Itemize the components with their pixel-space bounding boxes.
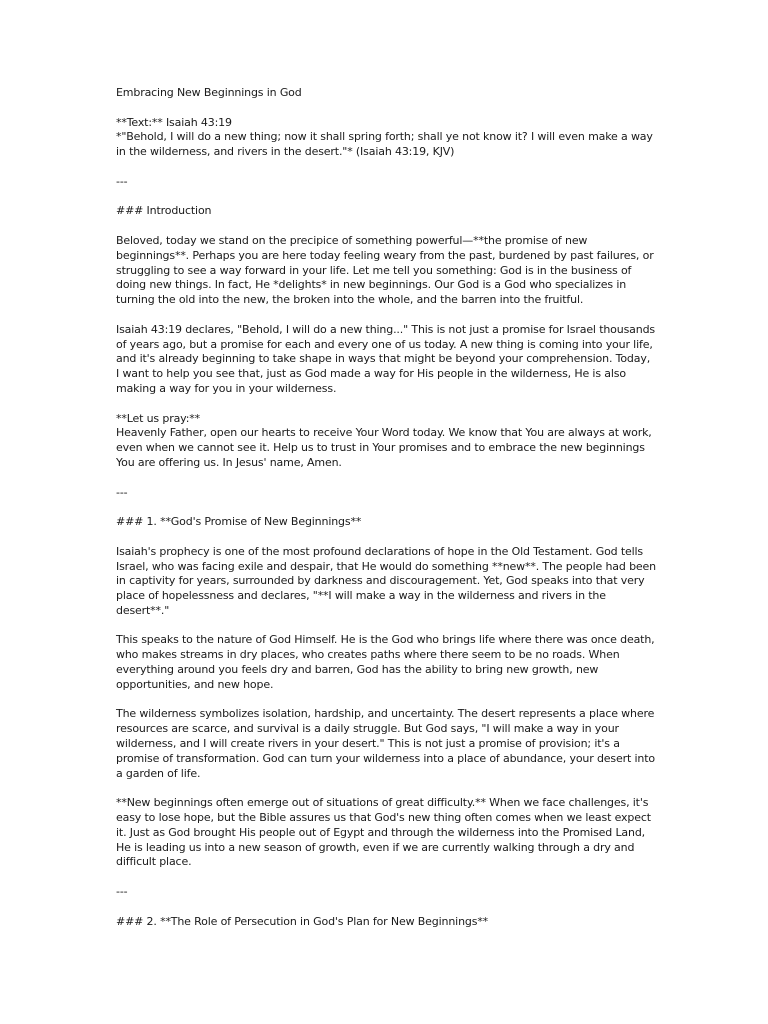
document-title: Embracing New Beginnings in God: [116, 86, 302, 99]
section-heading-1: ### 1. **God's Promise of New Beginnings**: [116, 515, 362, 529]
document-body: [116, 86, 656, 944]
text-reference: **Text:** Isaiah 43:19: [116, 115, 232, 129]
section-heading-introduction: ### Introduction: [116, 204, 212, 218]
section-heading-2: ### 2. **The Role of Persecution in God's Plan for New Beginnings**: [116, 914, 489, 928]
prayer-text: Heavenly Father, open our hearts to receive Your Word today. We know that You are always at work, even when we cannot see it. Help us to trust in Your promises and to embrace the new beginnings You are offering us. In Jesus' name, Amen.: [116, 426, 652, 469]
scripture-verse: *"Behold, I will do a new thing; now it shall spring forth; shall ye not know it? I will even make a way in the wilderness, and rivers in the desert."* (Isaiah 43:19, KJV): [116, 130, 653, 159]
intro-paragraph-1: Beloved, today we stand on the precipice of something powerful—**the promise of new beginnings**. Perhaps you are here today feeling weary from the past, burdened by past failures, or struggling to see a way forward in your life. Let me tell you something: God is in the business of doing new things. In fact, He *delights* in new beginnings. Our God is a God who specializes in turning the old into the new, the broken into the whole, and the barren into the fruitful.: [116, 233, 654, 307]
section1-paragraph-1: Isaiah's prophecy is one of the most profound declarations of hope in the Old Testament. God tells Israel, who was facing exile and despair, that He would do something **new**. The people had been in captivity for years, surrounded by darkness and discouragement. Yet, God speaks into that very place of hopelessness and declares, "**I will make a way in the wilderness and rivers in the desert**.": [116, 544, 656, 617]
divider: ---: [116, 885, 128, 899]
section1-paragraph-4: **New beginnings often emerge out of situations of great difficulty.** When we face challenges, it's easy to lose hope, but the Bible assures us that God's new thing often comes when we least expect it. Just as God brought His people out of Egypt and through the wilderness into the Promised Land, He is leading us into a new season of growth, even if we are currently walking through a dry and difficult place.: [116, 796, 651, 869]
section1-paragraph-3: The wilderness symbolizes isolation, hardship, and uncertainty. The desert represents a place where resources are scarce, and survival is a daily struggle. But God says, "I will make a way in your wilderness, and I will create rivers in your desert." This is not just a promise of provision; it's a promise of transformation. God can turn your wilderness into a place of abundance, your desert into a garden of life.: [116, 707, 655, 780]
prayer-label: **Let us pray:**: [116, 411, 200, 425]
divider: ---: [116, 174, 128, 188]
intro-paragraph-2: Isaiah 43:19 declares, "Behold, I will do a new thing..." This is not just a promise for Israel thousands of years ago, but a promise for each and every one of us today. A new thing is coming into your life, and it's already beginning to take shape in ways that might be beyond your comprehension. Today, I want to help you see that, just as God made a way for His people in the wilderness, He is also making a way for you in your wilderness.: [116, 322, 655, 395]
section1-paragraph-2: This speaks to the nature of God Himself. He is the God who brings life where there was once death, who makes streams in dry places, who creates paths where there seem to be no roads. When everything around you feels dry and barren, God has the ability to bring new growth, new opportunities, and new hope.: [116, 633, 655, 691]
divider: ---: [116, 485, 128, 499]
